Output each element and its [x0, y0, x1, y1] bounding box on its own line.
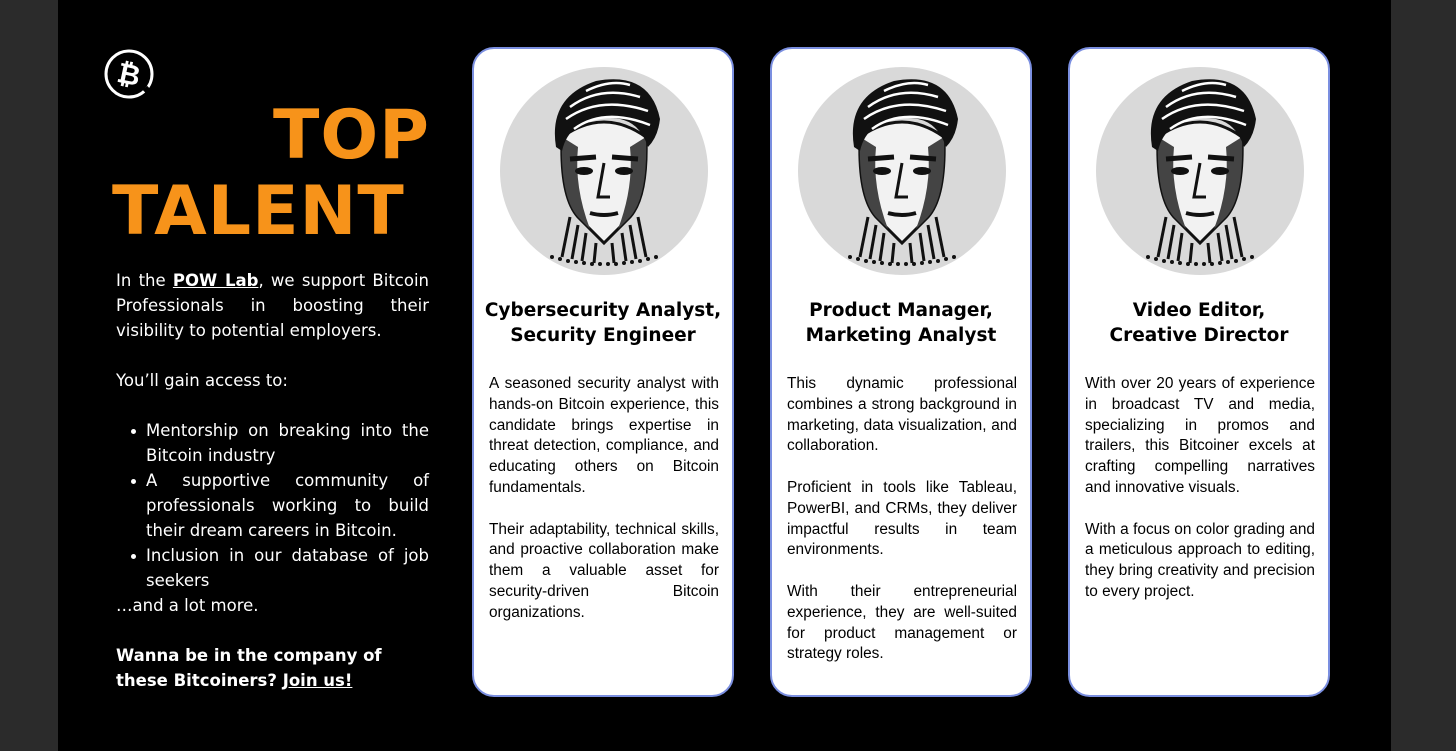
card-paragraph: A seasoned security analyst with hands-on Bitcoin experience, this candidate brings expertise in threat detection, compliance, and educating others on Bitcoin fundamentals. [489, 375, 719, 496]
card-title-line-1: Product Manager, [809, 300, 993, 321]
svg-text:₿: ₿ [114, 55, 144, 94]
intro-text-end: , we support Bitcoin Professionals in boosting their visibility to potential employers. [116, 271, 429, 340]
card-paragraph: With a focus on color grading and a meticulous approach to editing, they bring creativity and precision to every project. [1085, 520, 1315, 600]
card-paragraph: Their adaptability, technical skills, and proactive collaboration make them a valuable asset for security-driven Bitcoin organizations. [489, 520, 719, 621]
page-title [112, 98, 430, 250]
list-item: Mentorship on breaking into the Bitcoin industry [146, 418, 429, 468]
card-title [482, 298, 724, 348]
intro-paragraph [116, 268, 429, 343]
card-title-line-2: Marketing Analyst [805, 325, 997, 346]
card-paragraph: This dynamic professional combines a strong background in marketing, data visualization, and collaboration. [787, 375, 1017, 455]
talent-card-cybersecurity [472, 47, 734, 697]
card-title-line-2: Creative Director [1109, 325, 1289, 346]
card-description [787, 374, 1017, 686]
benefits-list [116, 418, 429, 593]
portrait-image [500, 67, 708, 275]
card-title-line-2: Security Engineer [510, 325, 696, 346]
portrait-image [798, 67, 1006, 275]
card-title [780, 298, 1022, 348]
card-title-line-1: Video Editor, [1132, 300, 1266, 321]
card-title [1078, 298, 1320, 348]
talent-card-video [1068, 47, 1330, 697]
portrait-image [1096, 67, 1304, 275]
join-us-link[interactable]: Join us! [282, 671, 353, 690]
card-description [489, 374, 719, 644]
intro-text-start: In the [116, 271, 173, 290]
access-heading: You’ll gain access to: [116, 371, 288, 390]
cta-prompt: Wanna be in the company of these Bitcoiners? [116, 646, 382, 690]
card-title-line-1: Cybersecurity Analyst, [484, 300, 722, 321]
card-paragraph: With their entrepreneurial experience, they are well-suited for product management or strategy roles. [787, 582, 1017, 663]
list-item: A supportive community of professionals working to build their dream careers in Bitcoin. [146, 468, 429, 543]
bitcoin-logo-icon [103, 48, 155, 100]
cta-text [116, 643, 429, 693]
intro-text [116, 268, 429, 693]
card-paragraph: With over 20 years of experience in broadcast TV and media, specializing in promos and trailers, this Bitcoiner excels at crafting compelling narratives and innovative visuals. [1085, 375, 1315, 496]
card-paragraph: Proficient in tools like Tableau, PowerBI, and CRMs, they deliver impactful results in team environments. [787, 478, 1017, 559]
title-line-2: TALENT [112, 172, 405, 251]
talent-card-product [770, 47, 1032, 697]
pow-lab-link[interactable]: POW Lab [172, 271, 259, 290]
title-line-1: TOP [272, 96, 430, 175]
card-description [1085, 374, 1315, 624]
list-item: Inclusion in our database of job seekers [146, 543, 429, 593]
more-text: …and a lot more. [116, 596, 259, 615]
